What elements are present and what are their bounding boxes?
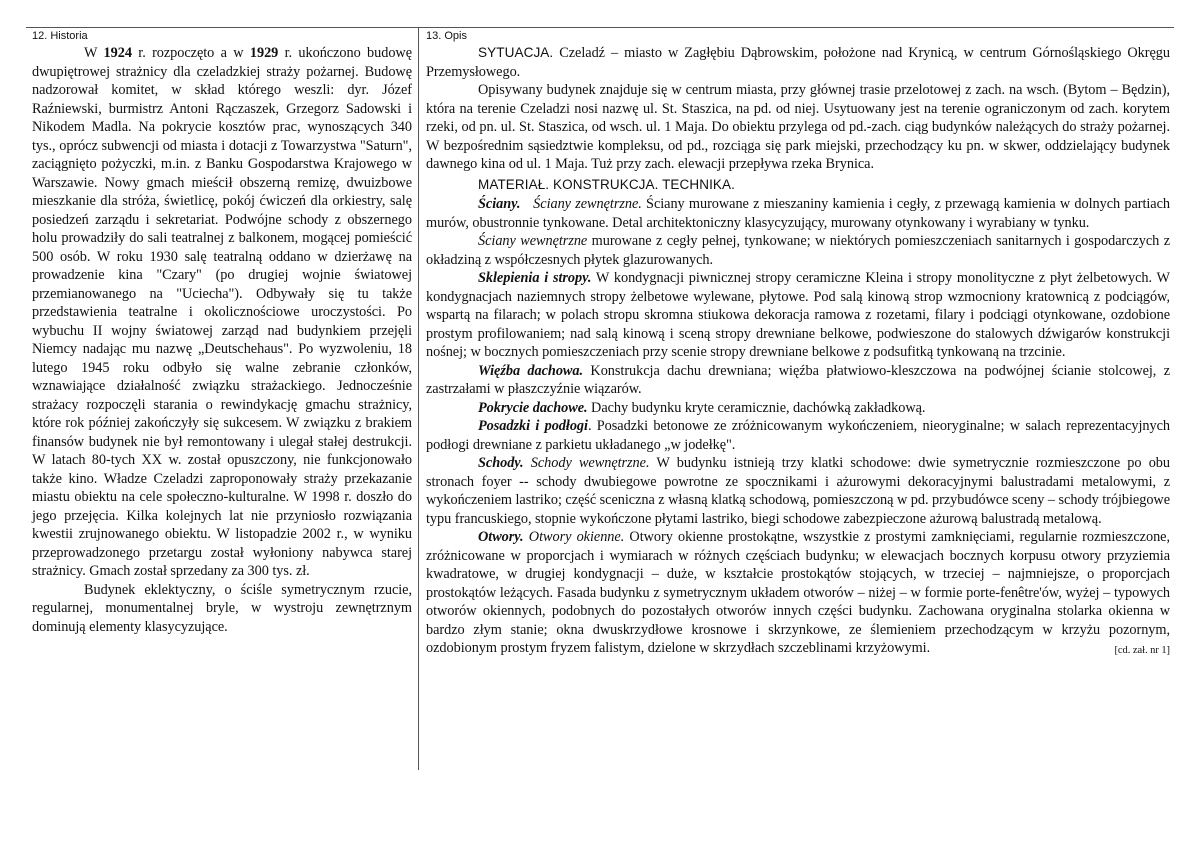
column-divider: [418, 27, 419, 770]
ceilings-label: Sklepienia i stropy.: [478, 270, 592, 286]
material-heading: MATERIAŁ. KONSTRUKCJA. TECHNIKA.: [478, 176, 735, 192]
continuation-note: [cd. zał. nr 1]: [1114, 645, 1170, 656]
text-run: murowane z cegły pełnej, tynkowane; w niektórych pomieszczeniach sanitarnych i gospodarczych z okładziną z współczesnych płytek glazurowanych.: [426, 233, 1170, 268]
year-start: 1924: [103, 45, 132, 61]
history-column: [32, 29, 412, 636]
roofing-paragraph: [426, 399, 1170, 418]
text-run: . Posadzki betonowe ze zróżnicowanym wykończeniem, nieoryginalne; w salach reprezentacyjnych podłogi drewniane z parkietu układanego „w jodełkę".: [426, 418, 1170, 453]
year-end: 1929: [249, 45, 279, 61]
walls-sub-label: Ściany zewnętrzne.: [533, 196, 642, 212]
text-run: Dachy budynku kryte ceramicznie, dachówką zakładkową.: [587, 399, 926, 416]
text-run: W budynku istnieją trzy klatki schodowe: dwie symetrycznie rozmieszczone po obu stronach foyer -- schody dwubiegowe powrotne ze spocznikami i ażurowymi dekoracyjnymi balustradami metalowymi, z wykończeniem lastriko; część sceniczna z własną klatką schodową, pomieszczoną w pd. przybudówce sceny – schody trójbiegowe typu francuskiego, stopnie wykończone płytami lastriko, biegi schodowe zabezpieczone ażurową balustradą metalową.: [426, 455, 1170, 527]
location-paragraph: Opisywany budynek znajduje się w centrum miasta, przy głównej trasie przelotowej z zach. na wsch. (Bytom – Będzin), która na terenie Czeladzi nosi nazwę ul. St. Staszica, na pd. od niej. Usytuowany jest na terenie ograniczonym od zach. korytem rzeki, od pn. ul. St. Staszica, od wsch. ul. 1 Maja. Do obiektu przylega od pd.-zach. ciąg budynków należących do straży pożarnej. W bezpośrednim sąsiedztwie kompleksu, od pd., rozciąga się park miejski, przechodzący ku pn. w skwer, oddzielający budynek dawnego kina od ul. 1 Maja. Tuż przy zach. elewacji przepływa rzeka Brynica.: [426, 82, 1170, 172]
ceilings-paragraph: [426, 269, 1170, 362]
openings-paragraph: [426, 528, 1170, 658]
stairs-paragraph: [426, 454, 1170, 528]
text-run: Ściany murowane z mieszaniny kamienia i cegły, z przewagą kamienia w dolnych partiach murów, obustronnie tynkowane. Detal architektoniczny klasycyzujący, murowany otynkowany i wyrabiany w tynku.: [426, 196, 1170, 231]
roof-truss-label: Więźba dachowa.: [478, 362, 584, 379]
stairs-label: Schody.: [478, 455, 524, 471]
style-paragraph: Budynek eklektyczny, o ściśle symetrycznym rzucie, regularnej, monumentalnej bryle, w wystroju zewnętrznym dominują elementy klasycyzujące.: [32, 581, 412, 635]
roof-truss-paragraph: [426, 362, 1170, 399]
inner-walls-paragraph: [426, 232, 1170, 269]
openings-label: Otwory.: [478, 529, 524, 545]
text-run: Konstrukcja dachu drewniana; więźba płatwiowo-kleszczowa na podwójnej ścianie stolcowej, z zastrzałami w płaszczyźnie wiązarów.: [426, 362, 1171, 397]
situation-paragraph: [426, 44, 1170, 81]
floors-label: Posadzki i podłogi: [478, 418, 588, 434]
description-section-header: 13. Opis: [426, 30, 467, 42]
description-column: [426, 29, 1170, 661]
top-rule: [26, 27, 1174, 28]
history-paragraph: [32, 44, 412, 581]
text-run: r. ukończono budowę dwupiętrowej strażnicy dla czeladzkiej straży pożarnej. Budowę nadzorował komitet, w skład którego weszli: dyr. Józef Raźniewski, burmistrz Antoni Rączaszek, Grzegorz Sadowski i Nikodem Madla. Na pokrycie kosztów prac, wynoszących 340 tys., oprócz subwencji od miasta i dotacji z Towarzystwa "Saturn", zaciągnięto pożyczki, m.in. z Banku Gospodarstwa Krajowego w Warszawie. Nowy gmach mieścił obszerną remizę, dwuizbowe mieszkanie dla stróża, świetlicę, pokój ćwiczeń dla orkiestry, salę posiedzeń zarządu i sekretariat. Podwójne schody z obszernego holu prowadziły do sali teatralnej z balkonem, mogącej pomieścić 500 osób. W roku 1930 salę teatralną oddano w dzierżawę na prowadzenie kina "Czary" (po drugiej wojnie światowej przemianowanego na "Uciecha"). Odbywały się tu także przedstawienia teatralne i okolicznościowe uroczystości. Po wybuchu II wojny światowej zarząd nad budynkiem przejęli Niemcy nadając mu nazwę „Deutschehaus". Po wyzwoleniu, 18 lutego 1945 roku odbyło się walne zebranie członków, wznawiające działalność związku strażackiego. Jednocześnie strażacy rozpoczęli starania o rewindykację gmachu strażnicy, które rok później zakończyły się sukcesem. W związku z brakiem finansów budynek nie był remontowany i ulegał stałej destrukcji. W latach 80-tych XX w. został opuszczony, nie funkcjonowało także kino. Władze Czeladzi zaproponowały straży przekazanie miastu obiektu na cele społeczno-kulturalne. W 1998 r. doszło do jego przejęcia. Kilka kolejnych lat nie przyniosło rozwiązania kwestii zrujnowanego obiektu. W listopadzie 2002 r., w wyniku przeprowadzonego przetargu został wyłoniony nabywca starej strażnicy. Gmach został sprzedany za 300 tys. zł.: [32, 45, 412, 579]
walls-paragraph: [426, 195, 1170, 232]
roofing-label: Pokrycie dachowe.: [478, 399, 588, 416]
text-run: r. rozpoczęto a w: [131, 45, 250, 61]
openings-sub-label: Otwory okienne.: [528, 529, 625, 545]
walls-label: Ściany.: [478, 196, 521, 212]
text-run: Czeladź – miasto w Zagłębiu Dąbrowskim, położone nad Krynicą, w centrum Górnośląskiego Okręgu Przemysłowego.: [426, 45, 1170, 80]
inner-walls-label: Ściany wewnętrzne: [478, 233, 588, 249]
floors-paragraph: [426, 417, 1170, 454]
situation-label: SYTUACJA.: [478, 45, 554, 60]
text-run: W: [84, 45, 104, 61]
stairs-sub-label: Schody wewnętrzne.: [530, 455, 650, 471]
history-section-header: 12. Historia: [32, 30, 88, 42]
text-run: Otwory okienne prostokątne, wszystkie z prostymi zamknięciami, regularnie rozmieszczone, zróżnicowane w proporcjach i wymiarach w różnych częściach budynku; w elewacjach bocznych korpusu otwory przyziemia kwadratowe, w drugiej kondygnacji – duże, w kształcie prostokątów stojących, w trzeciej – najmniejsze, o proporcjach prostokątów leżących. Fasada budynku z symetrycznym układem otworów – niżej – w formie porte-fenêtre'ów, wyżej – typowych otworów okiennych, podobnych do pozostałych otworów innych części budynku. Zachowana oryginalna stolarka okienna w bardzo złym stanie; okna dwuskrzydłowe krosnowe i skrzynkowe, ze ślemieniem przechodzącym w krzyżu pozornym, ozdobionym prostym fryzem falistym, dzielone w skrzydłach szczeblinami krzyżowymi.: [426, 529, 1170, 656]
text-run: W kondygnacji piwnicznej stropy ceramiczne Kleina i stropy monolityczne z płyt żelbetowych. W kondygnacjach naziemnych stropy żelbetowe wylewane, płytowe. Pod salą kinową strop wzmocniony kratownicą z podciągów, wspartą na filarach; w polach stropu skromna stiukowa dekoracja ramowa z rozetami, filary i podciągi otynkowane, ozdobione prostym profilowaniem; nad salą kinową i sceną stropy drewniane belkowe, podwieszone do stalowych dźwigarów konstrukcji nośnej; w bocznych pomieszczeniach przy scenie stropy drewniane belkowe z podsufitką tynkowaną na trzcinie.: [426, 270, 1170, 360]
